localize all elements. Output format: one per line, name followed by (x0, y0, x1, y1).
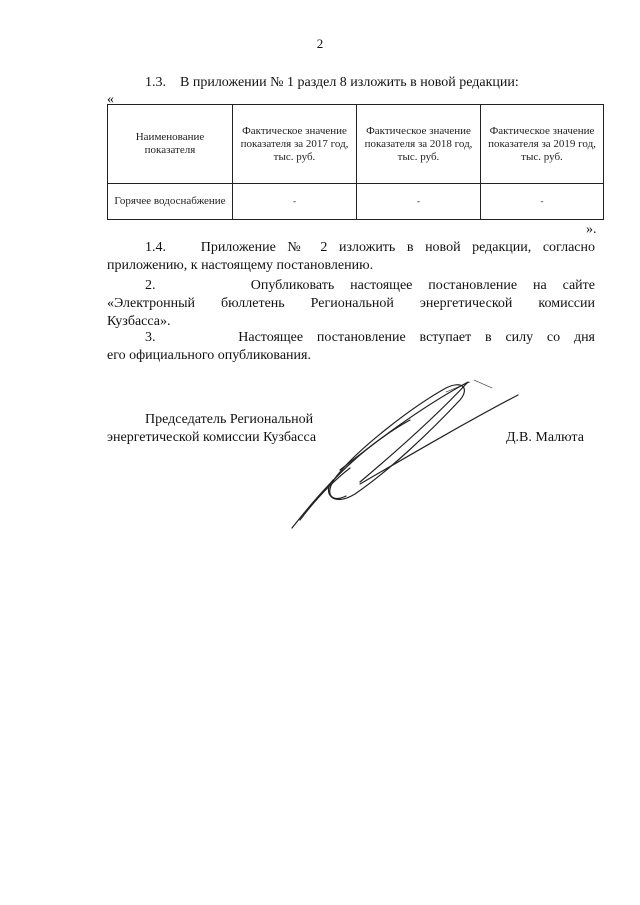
table-header-row (108, 105, 604, 184)
item-2-line1: 2. Опубликовать настоящее постановление на сайте (145, 278, 595, 293)
header-indicator-name: Наименование показателя (108, 105, 233, 184)
open-quote: « (107, 92, 114, 107)
header-value-2018: Фактическое значение показателя за 2018 год, тыс. руб. (357, 105, 481, 184)
item-3-line1: 3. Настоящее постановление вступает в силу со дня (145, 330, 595, 345)
cell-value-2018: - (357, 184, 481, 220)
signatory-title-line2: энергетической комиссии Кузбасса (107, 430, 317, 445)
indicator-table (107, 104, 604, 220)
cell-value-2019: - (481, 184, 604, 220)
item-2-line2: «Электронный бюллетень Региональной энергетической комиссии (107, 296, 595, 311)
signatory-name: Д.В. Малюта (506, 430, 584, 445)
cell-indicator: Горячее водоснабжение (108, 184, 233, 220)
item-1-4-line1: 1.4. Приложение № 2 изложить в новой редакции, согласно (145, 240, 595, 255)
item-1-3: 1.3. В приложении № 1 раздел 8 изложить в новой редакции: (145, 75, 519, 90)
item-3-line2: его официального опубликования. (107, 348, 311, 363)
close-quote: ». (586, 222, 597, 237)
page-number: 2 (316, 36, 324, 51)
table-row (108, 184, 604, 220)
item-1-4-line2: приложению, к настоящему постановлению. (107, 258, 374, 273)
header-value-2017: Фактическое значение показателя за 2017 год, тыс. руб. (233, 105, 357, 184)
signatory-title-line1: Председатель Региональной (145, 412, 314, 427)
header-value-2019: Фактическое значение показателя за 2019 год, тыс. руб. (481, 105, 604, 184)
item-2-line3: Кузбасса». (107, 314, 171, 329)
cell-value-2017: - (233, 184, 357, 220)
